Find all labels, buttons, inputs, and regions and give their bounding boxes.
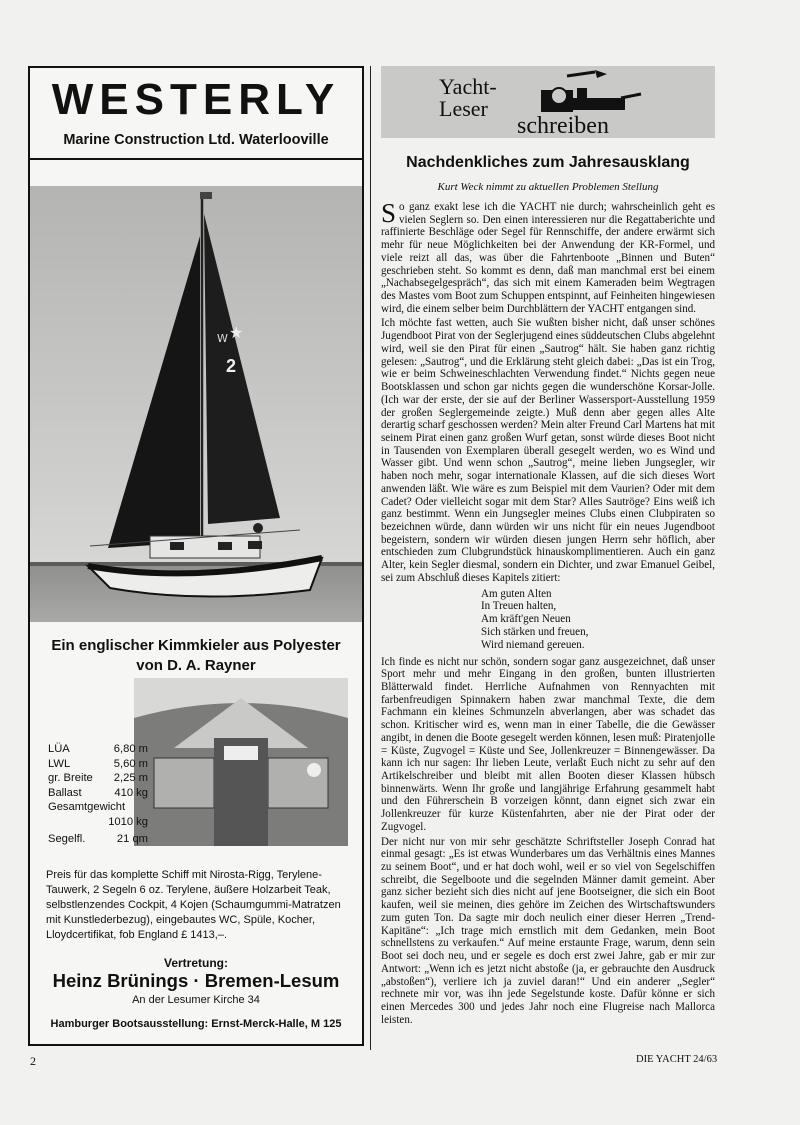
vertretung-label: Vertretung:	[163, 956, 228, 970]
spec-row: LÜA 6,80 m	[48, 743, 148, 755]
exhibition-info: Hamburger Bootsausstellung: Ernst-Merck-Halle, M 125	[50, 1018, 342, 1030]
article-paragraph: So ganz exakt lese ich die YACHT nie durch; wahrscheinlich geht es vielen Seglern so. Den einen interessieren nur die Regattaberichte und raffinierte Beschläge oder Segel für Rennschiffe, der andere erwärmt sich mehr für neue Möglichkeiten bei der Anwendung der KR-Formel, und viele reizt all das, was über die Fahrtenboote „Binnen und Buten“ geschrieben steht. So kommt es denn, daß man manchmal erst bei einem „Nachabsegelgespräch“, das sich mit einem Kameraden beim Wegtragen des Mastes vom Boot zum Schuppen entspinnt, auf Feinheiten hingewiesen wird, die einem selber beim Durchblättern der YACHT entgangen sind.	[381, 201, 715, 315]
cabin-interior-photo	[134, 678, 348, 846]
article-paragraph: Ich finde es nicht nur schön, sondern sogar ganz ausgezeichnet, daß unser Sport mehr und mehr Eingang in den großen, bunten illustrierten Blätterwald findet. Herrliche Aufnahmen von Rennyachten mit farbenfreudigen Spinnakern haben zwar manchmal Texte, die dem Fachmann ein kleines Schmunzeln abverlangen, aber was schadet das schon. Kritischer wird es, wenn man in einer Tabelle, die die Gewässer angibt, in denen die Boote gesegelt werden können, lesen muß: Piratenjolle = Küste, Zugvogel = Küste und See, Jollenkreuzer = Binnengewässer. Da kann ich nur sagen: Ihr lieben Leute, verlaßt Euch nicht zu sehr auf den Artikelschreiber und bleibt mit allen Booten dieser Klassen hübsch binnenwärts. Wenn Ihr große und langjährige Erfahrung gesammelt habt und den Führerschein B vorzeigen könnt, dann eignet sich zwar ein Jollenkreuzer für kurze Küstenfahrten, aber nie der Pirat oder der Zugvogel.	[381, 655, 715, 833]
poem-quote: Am guten Alten In Treuen halten, Am kräft'gen Neuen Sich stärken und freuen, Wird niemand gereuen.	[481, 587, 589, 651]
column-banner	[381, 66, 715, 138]
banner-line2: Leser	[439, 96, 488, 121]
svg-text:★: ★	[229, 323, 244, 342]
ad-description: Preis für das komplette Schiff mit Nirosta-Rigg, Terylene-Tauwerk, 2 Segeln 6 oz. Terylene, äußere Holzarbeit Teak, selbstlenzendes Cockpit, 4 Kojen (Schaumgummi-Matratzen mit Kunstlederbezug), eingebautes WC, Spüle, Kocher, Lloydcertifikat, fob England £ 1413,–.	[46, 869, 341, 941]
dealer-address: An der Lesumer Kirche 34	[132, 994, 260, 1006]
spec-row-value: 1010 kg	[108, 815, 148, 828]
article-byline: Kurt Weck nimmt zu aktuellen Problemen Stellung	[437, 181, 659, 193]
sailboat-photo	[30, 186, 362, 622]
svg-text:W: W	[217, 332, 228, 345]
typewriter-icon	[537, 70, 647, 118]
spec-row: Ballast 410 kg	[48, 786, 148, 799]
banner-line1: Yacht-	[439, 74, 497, 99]
column-divider	[370, 66, 371, 1050]
spec-row: LWL 5,60 m	[48, 757, 148, 770]
spec-row: Gesamtgewicht	[48, 801, 126, 814]
article-body	[381, 201, 715, 1046]
dealer-name: Heinz Brünings · Bremen-Lesum	[52, 970, 340, 991]
magazine-footer: DIE YACHT 24/63	[636, 1054, 718, 1065]
spec-row: Segelfl. 21 qm	[48, 832, 148, 845]
westerly-advertisement	[28, 66, 364, 1046]
ad-subtitle-line1: Ein englischer Kimmkieler aus Polyester	[51, 637, 341, 654]
brand-name: WESTERLY	[51, 75, 341, 124]
ad-subtitle	[30, 636, 362, 676]
article-paragraph: Der nicht nur von mir sehr geschätzte Schriftsteller Joseph Conrad hat einmal gesagt: „Es ist etwas Wunderbares um das Verhältnis eines Mannes zu seinem Boot“, und er hat doch wohl, weil er so viel von Segelschiffen schreibt, die Segelboote und die segelnden Männer damit gemeint. Aber ganz sicher bezieht sich dies nicht auf jene Bootseigner, die sich ein Boot kaufen, weil sie meinen, dies gehöre im Zeichen des Wirtschaftswunders zum guten Ton. Da sagte mir doch neulich einer dieser Herren „Trend-Kapitäne“: „Ich trage mich ernstlich mit dem Gedanken, mein Boot schnellstens zu verkaufen.“ Auf meine erstaunte Frage, warum, denn sein Boot sei doch neu, und er segele es doch erst zwei Jahre, gab er mir zur Antwort: „Wenn ich es jetzt nicht abstoße (ja, er gebrauchte den Ausdruck „abstoßen“), verliere ich ja zuviel daran!“ Und ein anderer „Segler“ rechnete mir vor, was ihn jede Segelstunde koste. Dafür könne er sich einen Mercedes 300 und jedes Jahr noch eine Flugreise nach Mallorca leisten.	[381, 835, 715, 1026]
drop-cap: S	[381, 201, 397, 228]
page-number: 2	[30, 1054, 36, 1068]
article-headline: Nachdenkliches zum Jahresausklang	[406, 154, 690, 171]
ad-subtitle-line2: von D. A. Rayner	[136, 657, 256, 674]
spec-row: gr. Breite 2,25 m	[48, 772, 148, 785]
company-name: Marine Construction Ltd. Waterlooville	[63, 132, 329, 148]
spec-table	[48, 742, 148, 846]
article-paragraph: Ich möchte fast wetten, auch Sie wußten bisher nicht, daß unser schönes Jugendboot Pirat von der Seglerjugend eines süddeutschen Clubs abgelehnt wird, weil sie den Pirat für einen „Sautrog“ hält. Sie haben ganz richtig gelesen: „Sautrog“, und die Erklärung steht gleich dabei: „Das ist ein Trog, wie er beim Schweineschlachten Verwendung findet.“ Nichts gegen neue Bootsklassen und schon gar nichts gegen die wunderschöne Korsar-Jolle. (Ich war der erste, der sie auf der Berliner Wassersport-Ausstellung 1959 der großen Seglergemeinde zeigte.) Muß denn aber gegen alles Alte derartig scharf geschossen werden? Mein alter Freund Carl Martens hat mit seinem Pirat einen ganz großen Wurf getan, sonst würde dieses Boot nicht in Tausenden von Exemplaren überall gesegelt werden, wo es Wind und Wasser gibt. Und wenn schon „Sautrog“, meine lieben Jungsegler, wir haben noch mehr, sogar internationale Klassen, auf die sich dieses Wort anwenden läßt. Wie wäre es zum Beispiel mit dem Vaurien? Oder mit dem Cadet? Oder vielleicht sogar mit dem Star? Alles Sautröge? Eins weiß ich ganz bestimmt. Wenn ein Jungsegler meines Clubs einen Clubpiraten so bezeichnen würde, dann würden wir uns nicht für ein neues Jugendboot begeistern, sondern wir würden diesen jungen Herrn sehr höflich, aber entschieden zum Clubgrundstück hinauskomplimentieren. Auch ein ganz Alter, kein Segler diesmal, sondern ein Dichter, und zwar Emanuel Geibel, sei zum Abschluß dieses Kapitels zitiert:	[381, 317, 715, 584]
sail-number: 2	[226, 356, 237, 376]
banner-line3: schreiben	[517, 113, 609, 139]
ad-divider	[30, 158, 362, 160]
